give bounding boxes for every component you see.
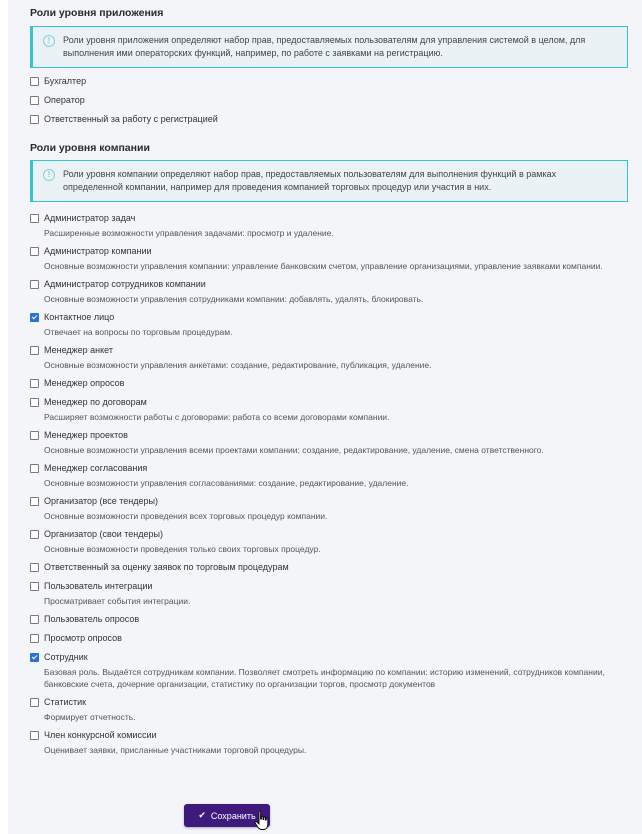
role-checkbox[interactable] [30, 398, 39, 407]
role-label[interactable]: Контактное лицо [44, 312, 115, 322]
role-label[interactable]: Администратор сотрудников компании [44, 279, 206, 289]
app-roles-info [30, 26, 628, 68]
role-label[interactable]: Менеджер проектов [44, 430, 128, 440]
role-description: Базовая роль. Выдаётся сотрудникам компании. Позволяет смотреть информацию по компании: историю изменений, сотрудников компании, банковские счета, дочерние организации, статистику по организации торгов, просмотр документов [44, 667, 605, 689]
role-checkbox[interactable] [30, 698, 39, 707]
role-checkbox[interactable] [30, 379, 39, 388]
company-roles-info-text: Роли уровня компании определяют набор прав, предоставляемых пользователям для выполнения функций в рамках определенной компании, например для проведения компанией торговых процедур или участия в них. [63, 169, 557, 192]
company-roles-list [30, 211, 628, 761]
role-label[interactable]: Менеджер согласования [44, 463, 148, 473]
role-item [30, 74, 628, 88]
role-description: Расширенные возможности управления задачами: просмотр и удаление. [44, 228, 334, 238]
role-checkbox[interactable] [30, 563, 39, 572]
role-description: Основные возможности управления компании: управление банковским счетом, управление организациями, управление заявками компании. [44, 261, 603, 271]
role-checkbox[interactable] [30, 497, 39, 506]
role-checkbox[interactable] [30, 431, 39, 440]
role-checkbox[interactable] [30, 530, 39, 539]
info-circle-icon: ! [43, 169, 55, 181]
role-label[interactable]: Пользователь интеграции [44, 581, 153, 591]
role-row[interactable] [44, 650, 628, 664]
role-item [30, 650, 628, 690]
hand-cursor-icon [254, 810, 270, 832]
save-button-label: Сохранить [210, 810, 256, 821]
role-label[interactable]: Администратор компании [44, 246, 152, 256]
role-label[interactable]: Оператор [44, 95, 85, 105]
role-item [30, 612, 628, 626]
role-checkbox[interactable] [30, 115, 39, 124]
role-item [30, 461, 628, 489]
app-roles-info-text: Роли уровня приложения определяют набор прав, предоставляемых пользователям для управления системой в целом, для выполнения ими операторских функций, например, по работе с заявками на регистрацию. [63, 35, 586, 58]
role-row[interactable] [44, 93, 628, 107]
role-checkbox[interactable] [30, 214, 39, 223]
role-row[interactable] [44, 277, 628, 291]
role-description: Основные возможности управления согласованиями: создание, редактирование, удаление. [44, 478, 409, 488]
role-label[interactable]: Ответственный за работу с регистрацией [44, 114, 218, 124]
role-checkbox[interactable] [30, 77, 39, 86]
role-checkbox[interactable] [30, 634, 39, 643]
role-label[interactable]: Бухгалтер [44, 76, 87, 86]
role-row[interactable] [44, 244, 628, 258]
role-checkbox[interactable] [30, 731, 39, 740]
role-row[interactable] [44, 631, 628, 645]
role-description: Основные возможности управления всеми проектами компании: создание, редактирование, удаление, смена ответственного. [44, 445, 544, 455]
role-row[interactable] [44, 211, 628, 225]
company-roles-title: Роли уровня компании [30, 142, 150, 154]
role-item [30, 395, 628, 423]
role-checkbox[interactable] [30, 582, 39, 591]
left-margin-strip [0, 0, 8, 834]
role-description: Отвечает на вопросы по торговым процедурам. [44, 327, 233, 337]
role-checkbox[interactable] [30, 615, 39, 624]
role-checkbox[interactable] [30, 464, 39, 473]
app-roles-title: Роли уровня приложения [30, 7, 164, 19]
role-description: Основные возможности управления сотрудниками компании: добавлять, удалять, блокировать. [44, 294, 424, 304]
role-checkbox[interactable] [30, 247, 39, 256]
role-description: Расширяет возможности работы с договорами: работа со всеми договорами компании. [44, 412, 390, 422]
role-row[interactable] [44, 612, 628, 626]
role-item [30, 376, 628, 390]
role-label[interactable]: Пользователь опросов [44, 614, 140, 624]
role-row[interactable] [44, 428, 628, 442]
role-description: Просматривает события интеграции. [44, 596, 191, 606]
role-row[interactable] [44, 527, 628, 541]
role-row[interactable] [44, 494, 628, 508]
role-label[interactable]: Менеджер опросов [44, 378, 125, 388]
role-checkbox[interactable] [30, 313, 39, 322]
role-item [30, 343, 628, 371]
role-description: Оценивает заявки, присланные участниками торговой процедуры. [44, 745, 307, 755]
role-row[interactable] [44, 74, 628, 88]
role-description: Основные возможности проведения только своих торговых процедур. [44, 544, 321, 554]
role-item [30, 560, 628, 574]
role-description: Основные возможности управления анкетами: создание, редактирование, публикация, удаление. [44, 360, 432, 370]
role-row[interactable] [44, 376, 628, 390]
role-label[interactable]: Статистик [44, 697, 87, 707]
role-row[interactable] [44, 695, 628, 709]
role-row[interactable] [44, 343, 628, 357]
info-circle-icon: ! [43, 35, 55, 47]
role-item [30, 728, 628, 756]
role-checkbox[interactable] [30, 653, 39, 662]
role-description: Основные возможности проведения всех торговых процедур компании. [44, 511, 328, 521]
role-row[interactable] [44, 395, 628, 409]
role-label[interactable]: Сотрудник [44, 652, 88, 662]
role-item [30, 631, 628, 645]
role-checkbox[interactable] [30, 96, 39, 105]
role-item [30, 211, 628, 239]
role-label[interactable]: Организатор (все тендеры) [44, 496, 158, 506]
role-label[interactable]: Администратор задач [44, 213, 136, 223]
role-item [30, 579, 628, 607]
role-item [30, 494, 628, 522]
role-checkbox[interactable] [30, 346, 39, 355]
role-item [30, 527, 628, 555]
role-label[interactable]: Менеджер по договорам [44, 397, 147, 407]
role-item [30, 112, 628, 126]
role-item [30, 310, 628, 338]
role-item [30, 695, 628, 723]
role-row[interactable] [44, 579, 628, 593]
company-roles-info [30, 160, 628, 202]
role-row[interactable] [44, 461, 628, 475]
role-description: Формирует отчетность. [44, 712, 136, 722]
role-row[interactable] [44, 728, 628, 742]
role-item [30, 277, 628, 305]
role-item [30, 428, 628, 456]
role-label[interactable]: Организатор (свои тендеры) [44, 529, 163, 539]
role-item [30, 244, 628, 272]
role-label[interactable]: Менеджер анкет [44, 345, 114, 355]
role-label[interactable]: Просмотр опросов [44, 633, 122, 643]
app-roles-list [30, 74, 628, 131]
role-label[interactable]: Ответственный за оценку заявок по торговым процедурам [44, 562, 289, 572]
role-row[interactable] [44, 112, 628, 126]
role-row[interactable] [44, 310, 628, 324]
role-item [30, 93, 628, 107]
role-label[interactable]: Член конкурсной комиссии [44, 730, 157, 740]
role-row[interactable] [44, 560, 628, 574]
role-checkbox[interactable] [30, 280, 39, 289]
check-icon: ✔ [198, 810, 206, 820]
